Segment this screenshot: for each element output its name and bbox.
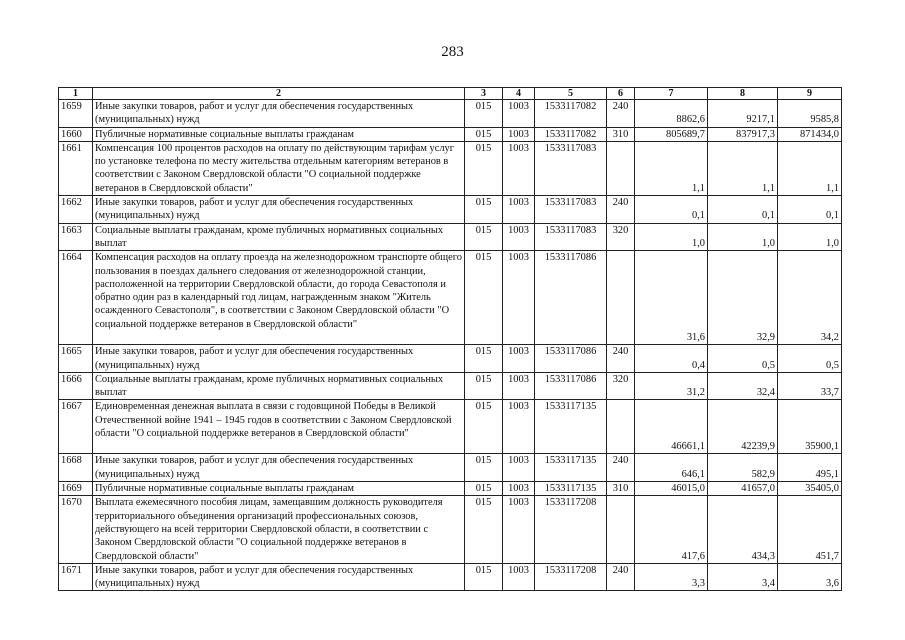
row-number: 1669 [59, 482, 93, 496]
table-row [59, 196, 842, 224]
cell-col5: 1533117208 [535, 563, 607, 591]
cell-col9: 495,1 [778, 454, 842, 482]
cell-col3: 015 [465, 454, 503, 482]
cell-col5: 1533117086 [535, 345, 607, 373]
row-name: Иные закупки товаров, работ и услуг для обеспечения государственных (муниципальных) нужд [93, 100, 465, 128]
row-name: Социальные выплаты гражданам, кроме публичных нормативных социальных выплат [93, 372, 465, 400]
cell-col4: 1003 [503, 127, 535, 141]
cell-col5: 1533117083 [535, 141, 607, 195]
row-number: 1667 [59, 400, 93, 454]
cell-col8: 434,3 [708, 496, 778, 563]
table-row [59, 482, 842, 496]
cell-col3: 015 [465, 196, 503, 224]
cell-col3: 015 [465, 223, 503, 251]
cell-col3: 015 [465, 563, 503, 591]
row-number: 1660 [59, 127, 93, 141]
table-row [59, 141, 842, 195]
cell-col8: 32,9 [708, 251, 778, 345]
cell-col3: 015 [465, 482, 503, 496]
table-row [59, 223, 842, 251]
row-name: Единовременная денежная выплата в связи с годовщиной Победы в Великой Отечественной войне 1941 – 1945 годов в соответствии с Законом Свердловской области "О социальной поддержке ветеранов в Свердловской области" [93, 400, 465, 454]
cell-col4: 1003 [503, 345, 535, 373]
cell-col7: 646,1 [635, 454, 708, 482]
cell-col5: 1533117086 [535, 372, 607, 400]
cell-col5: 1533117082 [535, 127, 607, 141]
row-name: Социальные выплаты гражданам, кроме публичных нормативных социальных выплат [93, 223, 465, 251]
table-row [59, 100, 842, 128]
cell-col6: 240 [607, 196, 635, 224]
cell-col8: 0,5 [708, 345, 778, 373]
cell-col4: 1003 [503, 372, 535, 400]
cell-col9: 0,5 [778, 345, 842, 373]
cell-col7: 3,3 [635, 563, 708, 591]
page-number: 283 [441, 44, 464, 60]
cell-col7: 0,4 [635, 345, 708, 373]
col-header: 4 [503, 88, 535, 100]
cell-col3: 015 [465, 100, 503, 128]
table-row [59, 251, 842, 345]
cell-col6: 310 [607, 482, 635, 496]
cell-col4: 1003 [503, 141, 535, 195]
cell-col5: 1533117208 [535, 496, 607, 563]
budget-table [58, 87, 842, 591]
cell-col6: 240 [607, 454, 635, 482]
cell-col3: 015 [465, 345, 503, 373]
table-row [59, 372, 842, 400]
cell-col7: 0,1 [635, 196, 708, 224]
col-header: 5 [535, 88, 607, 100]
cell-col6 [607, 400, 635, 454]
table-row [59, 496, 842, 563]
row-number: 1665 [59, 345, 93, 373]
cell-col9: 1,1 [778, 141, 842, 195]
cell-col6: 240 [607, 563, 635, 591]
cell-col9: 451,7 [778, 496, 842, 563]
cell-col7: 1,1 [635, 141, 708, 195]
row-name: Публичные нормативные социальные выплаты гражданам [93, 127, 465, 141]
cell-col4: 1003 [503, 223, 535, 251]
cell-col3: 015 [465, 127, 503, 141]
row-name: Компенсация 100 процентов расходов на оплату по действующим тарифам услуг по установке телефона по месту жительства отдельным категориям ветеранов в соответствии с Законом Свердловской области "О социальной поддержке ветеранов в Свердловской области" [93, 141, 465, 195]
table-row [59, 345, 842, 373]
header-row [59, 88, 842, 100]
cell-col6 [607, 496, 635, 563]
cell-col4: 1003 [503, 496, 535, 563]
row-number: 1671 [59, 563, 93, 591]
cell-col4: 1003 [503, 454, 535, 482]
cell-col4: 1003 [503, 482, 535, 496]
cell-col9: 34,2 [778, 251, 842, 345]
cell-col6: 240 [607, 100, 635, 128]
cell-col7: 417,6 [635, 496, 708, 563]
row-name: Иные закупки товаров, работ и услуг для обеспечения государственных (муниципальных) нужд [93, 454, 465, 482]
cell-col7: 31,2 [635, 372, 708, 400]
col-header: 1 [59, 88, 93, 100]
row-number: 1662 [59, 196, 93, 224]
cell-col7: 46015,0 [635, 482, 708, 496]
row-number: 1668 [59, 454, 93, 482]
col-header: 8 [708, 88, 778, 100]
cell-col8: 42239,9 [708, 400, 778, 454]
cell-col6 [607, 141, 635, 195]
table-row [59, 127, 842, 141]
cell-col6: 320 [607, 372, 635, 400]
cell-col7: 8862,6 [635, 100, 708, 128]
cell-col6: 240 [607, 345, 635, 373]
cell-col6: 310 [607, 127, 635, 141]
cell-col7: 1,0 [635, 223, 708, 251]
cell-col3: 015 [465, 496, 503, 563]
row-number: 1661 [59, 141, 93, 195]
col-header: 3 [465, 88, 503, 100]
cell-col5: 1533117135 [535, 400, 607, 454]
cell-col9: 871434,0 [778, 127, 842, 141]
row-name: Публичные нормативные социальные выплаты гражданам [93, 482, 465, 496]
cell-col4: 1003 [503, 400, 535, 454]
col-header: 6 [607, 88, 635, 100]
cell-col8: 1,0 [708, 223, 778, 251]
col-header: 2 [93, 88, 465, 100]
row-name: Компенсация расходов на оплату проезда на железнодорожном транспорте общего пользования в поездах дальнего следования от железнодорожной станции, расположенной на территории Свердловской области, до города Севастополя и обратно один раз в календарный год лицам, награжденным знаком "Житель осажденного Севастополя", в соответствии с Законом Свердловской области "О социальной поддержке ветеранов в Свердловской области" [93, 251, 465, 345]
cell-col8: 3,4 [708, 563, 778, 591]
cell-col5: 1533117135 [535, 482, 607, 496]
row-number: 1659 [59, 100, 93, 128]
col-header: 7 [635, 88, 708, 100]
cell-col9: 9585,8 [778, 100, 842, 128]
cell-col3: 015 [465, 400, 503, 454]
cell-col8: 9217,1 [708, 100, 778, 128]
cell-col9: 1,0 [778, 223, 842, 251]
cell-col7: 805689,7 [635, 127, 708, 141]
cell-col9: 35405,0 [778, 482, 842, 496]
row-name: Иные закупки товаров, работ и услуг для обеспечения государственных (муниципальных) нужд [93, 563, 465, 591]
cell-col9: 0,1 [778, 196, 842, 224]
cell-col9: 3,6 [778, 563, 842, 591]
cell-col4: 1003 [503, 100, 535, 128]
cell-col8: 0,1 [708, 196, 778, 224]
row-number: 1666 [59, 372, 93, 400]
row-number: 1664 [59, 251, 93, 345]
row-number: 1663 [59, 223, 93, 251]
table-row [59, 454, 842, 482]
cell-col3: 015 [465, 251, 503, 345]
cell-col8: 41657,0 [708, 482, 778, 496]
cell-col9: 35900,1 [778, 400, 842, 454]
cell-col6: 320 [607, 223, 635, 251]
col-header: 9 [778, 88, 842, 100]
cell-col7: 31,6 [635, 251, 708, 345]
table-row [59, 563, 842, 591]
cell-col5: 1533117135 [535, 454, 607, 482]
row-name: Иные закупки товаров, работ и услуг для обеспечения государственных (муниципальных) нужд [93, 345, 465, 373]
cell-col8: 837917,3 [708, 127, 778, 141]
cell-col8: 1,1 [708, 141, 778, 195]
cell-col5: 1533117083 [535, 196, 607, 224]
cell-col6 [607, 251, 635, 345]
row-number: 1670 [59, 496, 93, 563]
cell-col3: 015 [465, 372, 503, 400]
cell-col5: 1533117082 [535, 100, 607, 128]
cell-col4: 1003 [503, 251, 535, 345]
cell-col7: 46661,1 [635, 400, 708, 454]
cell-col3: 015 [465, 141, 503, 195]
table-row [59, 400, 842, 454]
cell-col4: 1003 [503, 563, 535, 591]
cell-col8: 582,9 [708, 454, 778, 482]
row-name: Иные закупки товаров, работ и услуг для обеспечения государственных (муниципальных) нужд [93, 196, 465, 224]
cell-col8: 32,4 [708, 372, 778, 400]
row-name: Выплата ежемесячного пособия лицам, замещавшим должность руководителя территориального объединения организаций профессиональных союзов, действующего на всей территории Свердловской области, в соответствии с Законом Свердловской области "О социальной поддержке ветеранов в Свердловской области" [93, 496, 465, 563]
cell-col4: 1003 [503, 196, 535, 224]
cell-col5: 1533117086 [535, 251, 607, 345]
cell-col5: 1533117083 [535, 223, 607, 251]
cell-col9: 33,7 [778, 372, 842, 400]
